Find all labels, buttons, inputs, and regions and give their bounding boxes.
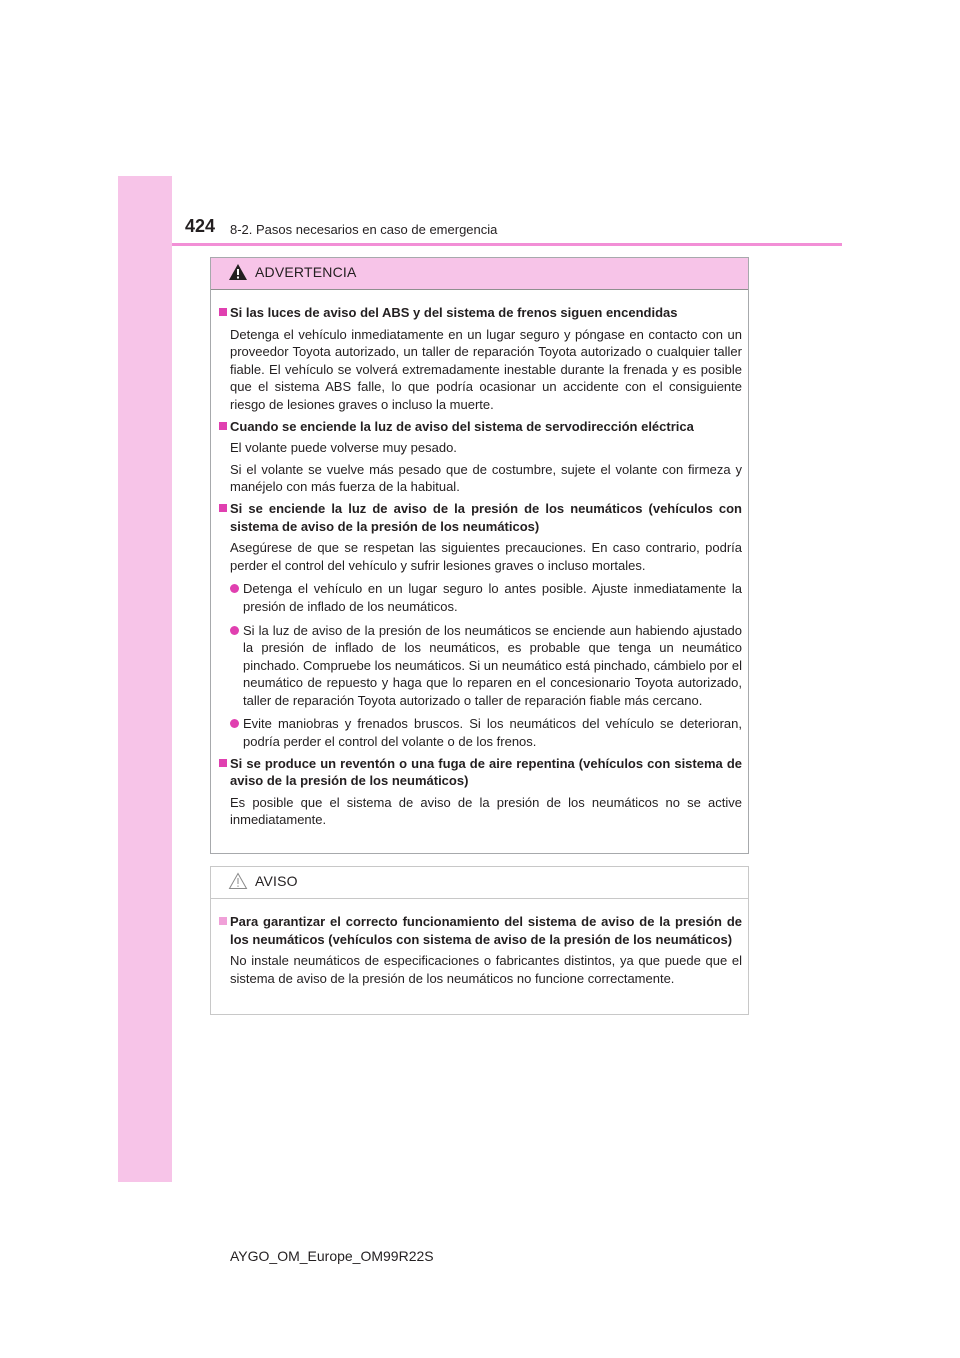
paragraph-text: Si el volante se vuelve más pesado que de costumbre, sujete el volante con firmeza y manéjelo con más fuerza de la habitual. bbox=[230, 461, 742, 495]
square-bullet-icon bbox=[219, 308, 227, 316]
bullet-item bbox=[219, 622, 742, 710]
body-paragraph bbox=[219, 461, 742, 496]
heading-text: Cuando se enciende la luz de aviso del sistema de servodirección eléctrica bbox=[230, 418, 694, 434]
heading-text: Si se enciende la luz de aviso de la presión de los neumáticos (vehículos con sistema de aviso de la presión de los neumáticos) bbox=[230, 500, 742, 534]
notice-box-title: AVISO bbox=[255, 873, 298, 889]
page-number: 424 bbox=[185, 216, 216, 236]
caution-outline-triangle-icon bbox=[228, 872, 248, 890]
section-title: 8-2. Pasos necesarios en caso de emergencia bbox=[230, 222, 498, 237]
body-paragraph bbox=[219, 539, 742, 574]
bullet-text: Detenga el vehículo en un lugar seguro lo antes posible. Ajuste inmediatamente la presión de inflado de los neumáticos. bbox=[243, 581, 742, 614]
body-paragraph bbox=[219, 326, 742, 414]
header-divider bbox=[172, 243, 842, 246]
square-bullet-icon bbox=[219, 422, 227, 430]
paragraph-text: Es posible que el sistema de aviso de la presión de los neumáticos no se active inmediatamente. bbox=[230, 794, 742, 828]
warning-heading bbox=[219, 755, 742, 790]
warning-triangle-icon bbox=[228, 263, 248, 281]
square-bullet-icon bbox=[219, 759, 227, 767]
paragraph-text: No instale neumáticos de especificaciones o fabricantes distintos, ya que puede que el sistema de aviso de la presión de los neumáticos no funcione correctamente. bbox=[230, 953, 742, 986]
body-paragraph bbox=[219, 439, 742, 457]
round-bullet-icon bbox=[230, 626, 239, 635]
bullet-text: Evite maniobras y frenados bruscos. Si los neumáticos del vehículo se deterioran, podría perder el control del volante o de los frenos. bbox=[243, 716, 742, 750]
warning-box-title: ADVERTENCIA bbox=[255, 264, 357, 280]
warning-heading bbox=[219, 304, 742, 322]
warning-heading bbox=[219, 500, 742, 535]
warning-box-body bbox=[211, 290, 748, 829]
heading-text: Si las luces de aviso del ABS y del sistema de frenos siguen encendidas bbox=[230, 305, 678, 320]
bullet-text: Si la luz de aviso de la presión de los neumáticos se enciende aun habiendo ajustado la presión de inflado de los neumáticos, es probable que tenga un neumático pinchado. Compruebe los neumáticos. Si un neumático está pinchado, cámbielo por el neumático de repuesto y haga que lo reparen en el concesionario Toyota autorizado, taller de reparación Toyota autorizado o taller de reparación fiable más cercano. bbox=[243, 622, 742, 708]
bullet-item bbox=[219, 580, 742, 615]
warning-box-header bbox=[211, 258, 748, 290]
notice-box-header bbox=[211, 867, 748, 899]
paragraph-text: El volante puede volverse muy pesado. bbox=[230, 440, 457, 456]
heading-text: Si se produce un reventón o una fuga de aire repentina (vehículos con sistema de aviso de la presión de los neumáticos) bbox=[230, 755, 742, 789]
body-paragraph bbox=[219, 952, 742, 987]
notice-box-body bbox=[211, 899, 748, 987]
square-bullet-icon bbox=[219, 504, 227, 512]
paragraph-text: Asegúrese de que se respetan las siguientes precauciones. En caso contrario, podría perder el control del vehículo y sufrir lesiones graves o incluso mortales. bbox=[230, 540, 742, 573]
warning-heading bbox=[219, 913, 742, 948]
warning-heading bbox=[219, 418, 742, 436]
body-paragraph bbox=[219, 794, 742, 829]
paragraph-text: Detenga el vehículo inmediatamente en un lugar seguro y póngase en contacto con un proveedor Toyota autorizado, un taller de reparación Toyota autorizado o cualquier taller fiable. El vehículo se volverá extremadamente inestable durante la frenada y es posible que el sistema ABS falle, lo que podría ocasionar un accidente con el consiguiente riesgo de lesiones graves o incluso la muerte. bbox=[230, 326, 742, 412]
bullet-item bbox=[219, 715, 742, 750]
square-bullet-icon bbox=[219, 917, 227, 925]
document-code: AYGO_OM_Europe_OM99R22S bbox=[230, 1248, 434, 1264]
round-bullet-icon bbox=[230, 584, 239, 593]
page-side-tab bbox=[118, 176, 172, 1182]
notice-box bbox=[210, 866, 749, 1015]
heading-text: Para garantizar el correcto funcionamiento del sistema de aviso de la presión de los neumáticos (vehículos con sistema de aviso de la presión de los neumáticos) bbox=[230, 914, 742, 947]
warning-box bbox=[210, 257, 749, 854]
round-bullet-icon bbox=[230, 719, 239, 728]
